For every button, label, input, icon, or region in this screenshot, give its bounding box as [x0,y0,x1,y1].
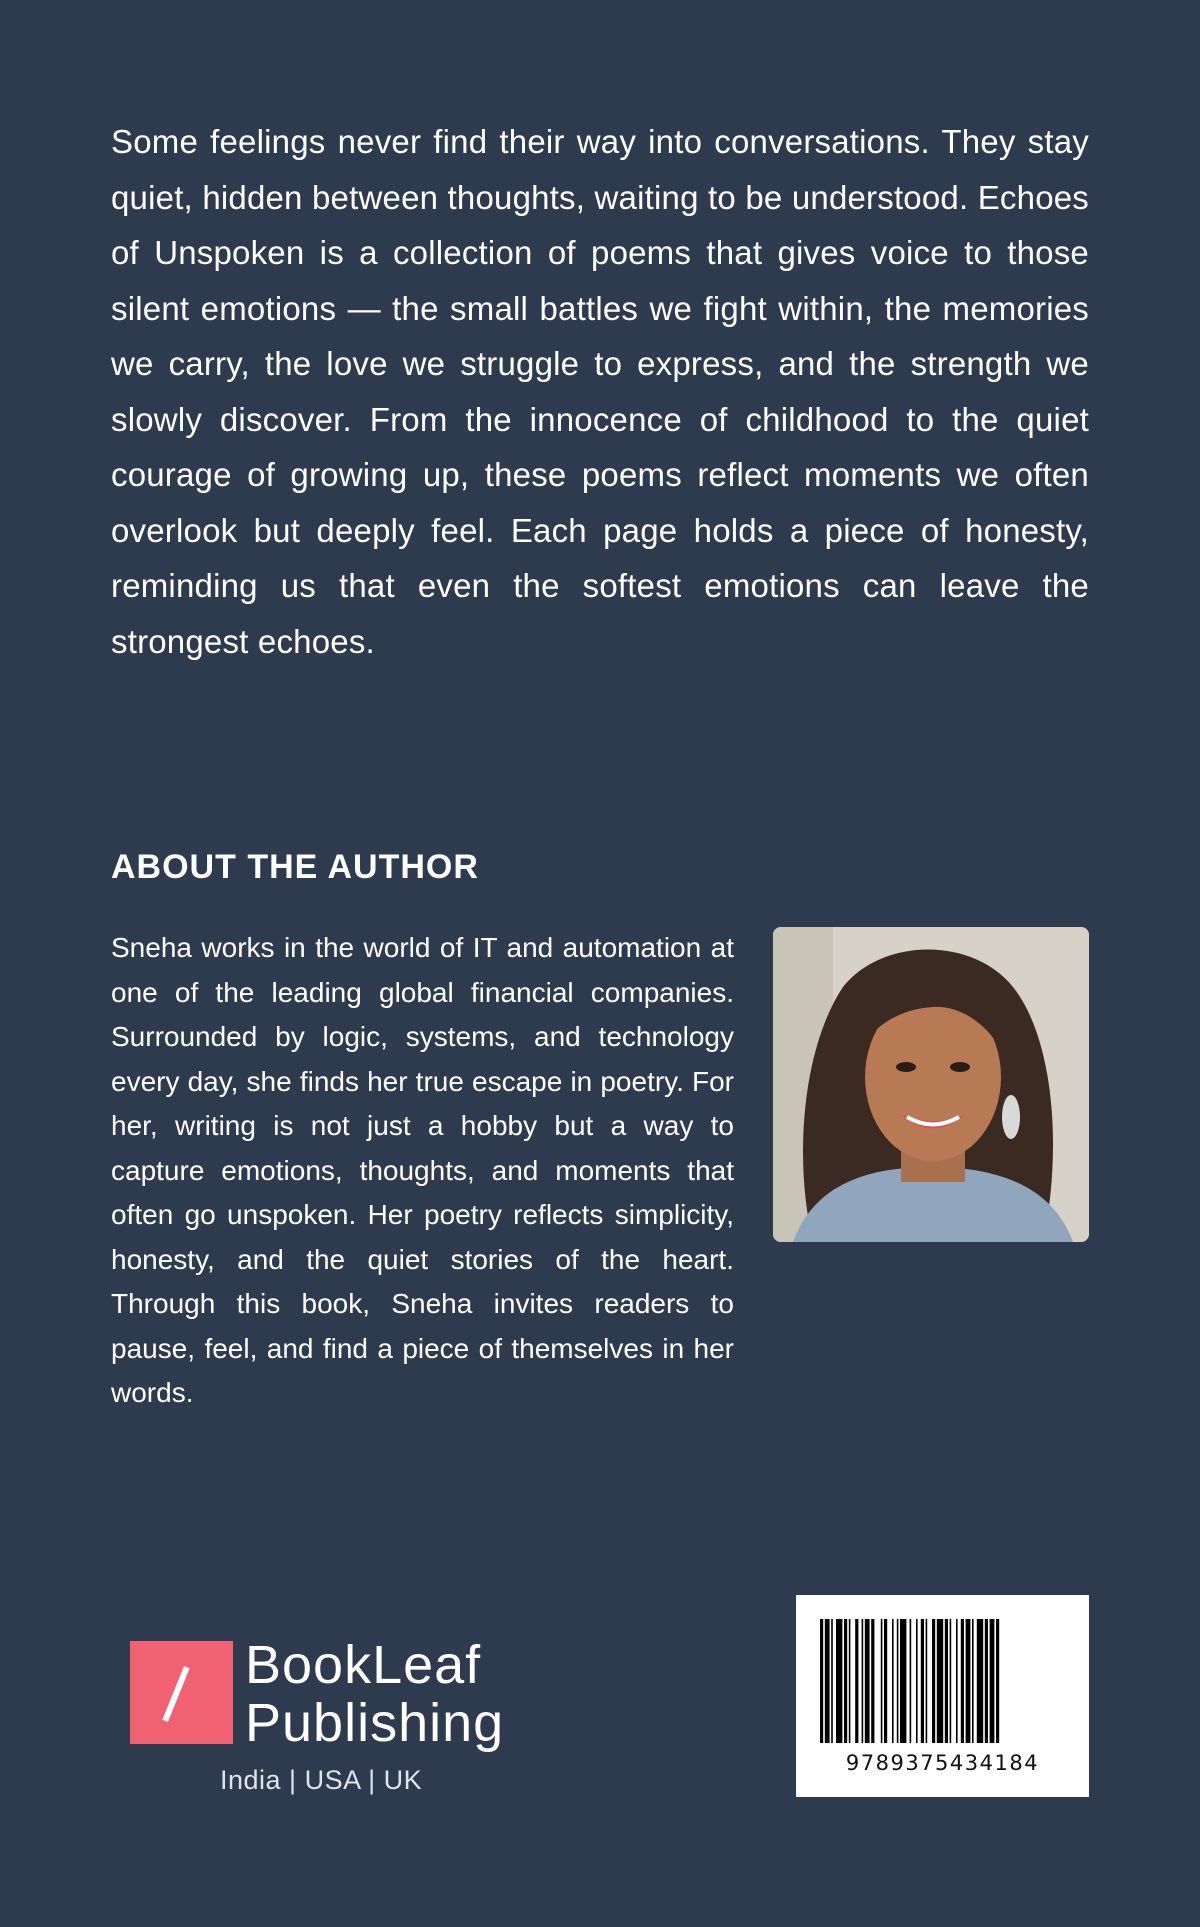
barcode-bar [844,1619,847,1743]
barcode-bar [937,1619,943,1743]
barcode-bar [881,1619,883,1743]
barcode-bar [849,1619,851,1743]
barcode-bars [820,1619,1065,1743]
barcode-bar [884,1619,887,1743]
barcode-bar [836,1619,842,1743]
barcode-bar [825,1619,830,1743]
barcode-bar [897,1619,899,1743]
barcode-bar [966,1619,971,1743]
barcode-bar [985,1619,988,1743]
barcode-bar [990,1619,995,1743]
barcode-bar [865,1619,870,1743]
barcode-bar [977,1619,983,1743]
barcode-bar [820,1619,823,1743]
isbn-number: 9789375434184 [845,1751,1040,1775]
barcode-bar [871,1619,874,1743]
barcode-bar [910,1619,912,1743]
barcode-bar [921,1619,924,1743]
barcode-bar [996,1619,999,1743]
barcode-bar [956,1619,958,1743]
barcode-bar [916,1619,918,1743]
barcode-bar [932,1619,935,1743]
isbn-barcode [796,1595,1089,1797]
about-author-text: Sneha works in the world of IT and automation at one of the leading global financial companies. Surrounded by logic, systems, and technology every day, she finds her true escape in poetry. For her, writing is not just a hobby but a way to capture emotions, thoughts, and moments that often go unspoken. Her poetry reflects simplicity, honesty, and the quiet stories of the heart. Through this book, Sneha invites readers to pause, feel, and find a piece of themselves in her words. [111,932,734,1408]
logo-mark-icon [130,1641,233,1744]
barcode-bar [892,1619,894,1743]
publisher-logo [130,1634,530,1794]
barcode-bar [926,1619,928,1743]
publisher-name-line2: Publishing [245,1693,505,1753]
book-blurb: Some feelings never find their way into conversations. They stay quiet, hidden between thoughts, waiting to be understood. Echoes of Unspoken is a collection of poems that gives voice to those silent emotions — the small battles we fight within, the memories we carry, the love we struggle to express, and the strength we slowly discover. From the innocence of childhood to the quiet courage of growing up, these poems reflect moments we often overlook but deeply feel. Each page holds a piece of honesty, reminding us that even the softest emotions can leave the strongest echoes. [111,123,1089,660]
publisher-name-line1: BookLeaf [245,1635,482,1695]
barcode-bar [831,1619,833,1743]
barcode-bar [855,1619,858,1743]
publisher-regions: India | USA | UK [220,1765,423,1795]
barcode-bar [961,1619,964,1743]
barcode-bar [862,1619,864,1743]
author-photo [773,927,1089,1242]
barcode-bar [900,1619,906,1743]
barcode-bar [972,1619,974,1743]
barcode-bar [950,1619,952,1743]
barcode-bar [945,1619,948,1743]
slash-icon [162,1666,189,1722]
about-author-heading: ABOUT THE AUTHOR [111,848,479,886]
